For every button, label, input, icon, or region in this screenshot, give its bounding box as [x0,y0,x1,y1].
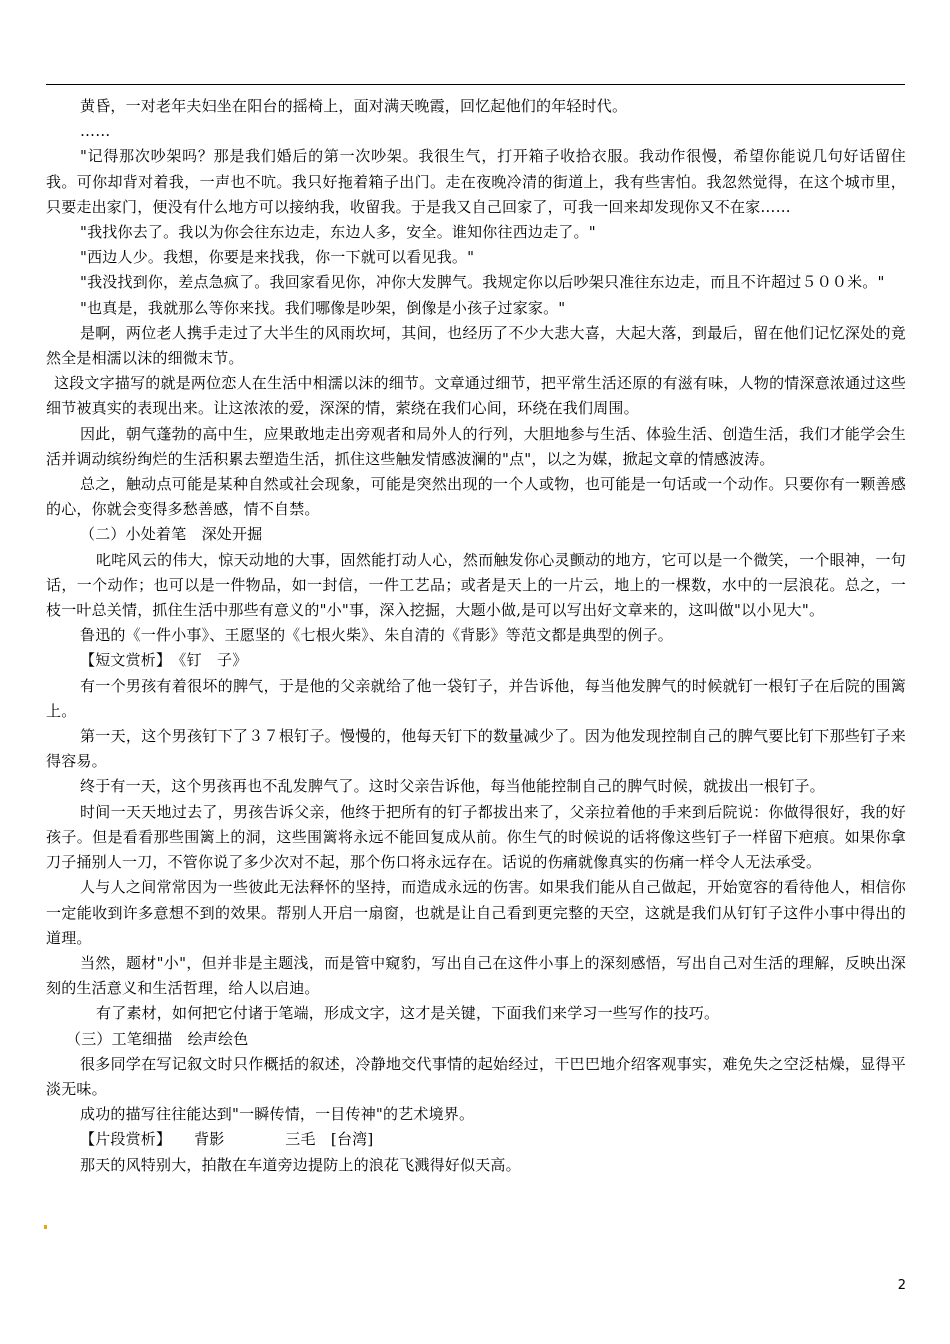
section-heading: （二）小处着笔 深处开掘 [80,525,263,544]
paragraph: 终于有一天，这个男孩再也不乱发脾气了。这时父亲告诉他，每当他能控制自己的脾气时候，就拔出一根钉子。 [80,777,825,796]
paragraph: 叱咤风云的伟大，惊天动地的大事，固然能打动人心，然而触发你心灵颤动的地方，它可以是一个微笑，一个眼神，一句话，一个动作；也可以是一件物品，如一封信，一件工艺品；或者是天上的一片云，地上的一棵数，水中的一层浪花。总之，一枝一叶总关情，抓住生活中那些有意义的"小"事，深入挖掘，大题小做,是可以写出好文章来的，这叫做"以小见大"。 [46,550,906,620]
paragraph: "记得那次吵架吗？那是我们婚后的第一次吵架。我很生气，打开箱子收拾衣服。我动作很慢，希望你能说几句好话留住我。可你却背对着我，一声也不吭。我只好拖着箱子出门。走在夜晚冷清的街道上，我有些害怕。我忽然觉得，在这个城市里，只要走出家门，便没有什么地方可以接纳我，收留我。于是我又自己回家了，可我一回来却发现你又不在家…… [46,147,906,216]
paragraph: 鲁迅的《一件小事》、王愿坚的《七根火柴》、朱自清的《背影》等范文都是典型的例子。 [80,626,674,645]
ellipsis-line: …… [80,122,111,141]
paragraph: 人与人之间常常因为一些彼此无法释怀的坚持，而造成永远的伤害。如果我们能从自己做起，开始宽容的看待他人，相信你一定能收到许多意想不到的效果。帮别人开启一扇窗，也就是让自己看到更完整的天空，这就是我们从钉钉子这件小事中得出的道理。 [46,878,906,947]
subsection-heading: 【短文赏析】 《钉 子》 [80,651,248,670]
paragraph: "我找你去了。我以为你会往东边走，东边人多，安全。谁知你往西边走了。" [80,223,596,242]
document-body [46,94,906,1178]
paragraph: 总之，触动点可能是某种自然或社会现象，可能是突然出现的一个人或物，也可能是一句话或一个动作。只要你有一颗善感的心，你就会变得多愁善感，情不自禁。 [46,475,906,519]
paragraph: 有一个男孩有着很坏的脾气，于是他的父亲就给了他一袋钉子，并告诉他，每当他发脾气的时候就钉一根钉子在后院的围篱上。 [46,676,906,720]
paragraph: 那天的风特别大，拍散在车道旁边提防上的浪花飞溅得好似天高。 [80,1155,521,1174]
paragraph: 是啊，两位老人携手走过了大半生的风雨坎坷，其间，也经历了不少大悲大喜，大起大落，到最后，留在他们记忆深处的竟然全是相濡以沫的细微末节。 [46,323,906,368]
header-rule [46,84,905,85]
paragraph: 时间一天天地过去了，男孩告诉父亲，他终于把所有的钉子都拔出来了，父亲拉着他的手来到后院说：你做得很好，我的好孩子。但是看看那些围篱上的洞，这些围篱将永远不能回复成从前。你生气的时候说的话将像这些钉子一样留下疤痕。如果你拿刀子捅别人一刀，不管你说了多少次对不起，那个伤口将永远存在。话说的伤痛就像真实的伤痛一样令人无法承受。 [46,802,906,872]
paragraph: "西边人少。我想，你要是来找我，你一下就可以看见我。" [80,248,475,267]
paragraph: 黄昏，一对老年夫妇坐在阳台的摇椅上，面对满天晚霞，回忆起他们的年轻时代。 [80,97,628,115]
subsection-heading: 【片段赏析】 背影 三毛 [台湾] [80,1130,374,1149]
paragraph: 有了素材，如何把它付诸于笔端，形成文字，这才是关键，下面我们来学习一些写作的技巧。 [96,1004,720,1023]
paragraph: 这段文字描写的就是两位恋人在生活中相濡以沫的细节。文章通过细节，把平常生活还原的有滋有味，人物的情深意浓通过这些细节被真实的表现出来。让这浓浓的爱，深深的情，萦绕在我们心间，环绕在我们周围。 [46,374,906,418]
paragraph: "也真是，我就那么等你来找。我们哪像是吵架，倒像是小孩子过家家。" [80,298,566,317]
paragraph: "我没找到你，差点急疯了。我回家看见你，冲你大发脾气。我规定你以后吵架只准往东边走，而且不许超过５００米。" [80,273,885,292]
paragraph: 很多同学在写记叙文时只作概括的叙述，冷静地交代事情的起始经过，干巴巴地介绍客观事实，难免失之空泛枯燥，显得平淡无味。 [46,1054,906,1098]
margin-mark [44,1225,47,1229]
paragraph: 当然，题材"小"，但并非是主题浅，而是管中窥豹，写出自己在这件小事上的深刻感悟，写出自己对生活的理解，反映出深刻的生活意义和生活哲理，给人以启迪。 [46,953,906,998]
page-number: 2 [897,1278,906,1293]
section-heading: （三）工笔细描 绘声绘色 [66,1029,249,1048]
paragraph: 第一天，这个男孩钉下了３７根钉子。慢慢的，他每天钉下的数量减少了。因为他发现控制自己的脾气要比钉下那些钉子来得容易。 [46,727,906,771]
paragraph: 因此，朝气蓬勃的高中生，应果敢地走出旁观者和局外人的行列，大胆地参与生活、体验生活、创造生活，我们才能学会生活并调动缤纷绚烂的生活积累去塑造生活，抓住这些触发情感波澜的"点"，以之为媒，掀起文章的情感波涛。 [46,424,906,468]
paragraph: 成功的描写往往能达到"一瞬传情，一目传神"的艺术境界。 [80,1105,475,1124]
